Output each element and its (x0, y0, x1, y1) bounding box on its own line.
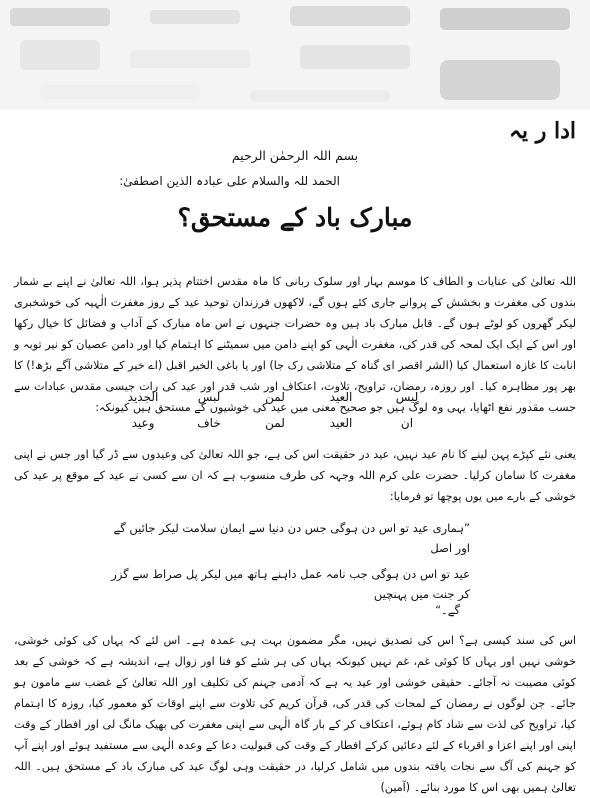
section-title: ادا ر یہ (509, 118, 576, 144)
couplet-word: لبس (197, 390, 221, 404)
couplet-word: لمن (265, 390, 285, 404)
paragraph-1: اللہ تعالیٰ کی عنایات و الطاف کا موسم بہار اور سلوک ربانی کا ماہ مقدس اختتام پذیر ہوا، اللہ تعالیٰ نے اپنے بے شمار بندوں کی مغفرت و بخشش کے پروانے جاری کئے ہوں گے، لاکھوں فرزندان توحید عید کے روز مغفرت الٰہیہ کی خوشخبری لیکر گھروں کو لوٹے ہوں گے۔ قابل مبارک باد ہیں وہ حضرات جنہوں نے اس ماہ مبارک کے آداب و فضائل کا خیال رکھا اور اس کے ایک ایک لمحہ کی قدر کی، مغفرت الٰہی کو اپنے دامن میں سمیٹنے کا اہتمام کیا اور دامن عصیان کو نیر توبہ و انابت کا غازہ استعمال کیا (الشر اقصر ای گناہ کے متلاشی رک جا) اور یا باغی الخیر اقبل (اے خیر کے متلاشی آگے بڑھ!) کا بھر پور مظاہرہ کیا۔ اور روزہ، رمضان، تراویح، تلاوت، اعتکاف اور شب قدر اور عید کی رات جیسی مقدس عبادات سے حسب مقدور نفع اٹھایا، یہی وہ لوگ ہیں جو صحیح معنی میں عید کی خوشیوں کے مستحق ہیں کیونکہ: (14, 275, 576, 414)
decorative-header-banner (0, 0, 590, 110)
couplet-word: العید (329, 390, 353, 404)
couplet-word: وعید (131, 416, 155, 430)
quote-line-3: گے۔“ (435, 603, 460, 617)
couplet-word: ان (400, 416, 414, 430)
couplet-word: لمن (265, 416, 285, 430)
paragraph-3: اس کی سند کیسی ہے؟ اس کی تصدیق نہیں، مگر مضمون بہت ہی عمدہ ہے۔ اس لئے کہ یہاں کی کوئی خوشی، خوشی نہیں اور یہاں کا کوئی غم، غم نہیں کیونکہ یہاں کی ہر شئے کو فنا اور زوال ہے، اندیشہ ہے کہ خوشی کے بعد کوئی مصیبت نہ آجائے۔ حقیقی خوشی اور عید یہ ہے کہ آدمی جہنم کی تکلیف اور اللہ تعالیٰ کے غضب سے مامون ہو جائے۔ جن لوگوں نے رمضان کے لمحات کی قدر کی، قرآن کریم کی تلاوت سے اپنے اوقات کو معمور کیا، روزہ کا اہتمام کیا، تراویح کی لذت سے شاد کام ہوئے، اعتکاف کر کے بار گاہ الٰہی سے اپنی مغفرت کی بھیک مانگ لی اور افطار کے وقت اپنی اور اپنے اعزا و اقرباء کے لئے دعائیں کرکے افطار کے وقت کی قبولیت دعا کے وعدہ الٰہی سے مستفید ہوئے اور اپنے آپ کو جہنم کی آگ سے نجات یافتہ بندوں میں شامل کرلیا، در حقیقت وہی لوگ عید کی مبارک باد کے مستحق ہیں۔ اللہ تعالیٰ ہمیں بھی اس کا مورد بنائے۔ (آمین) (14, 634, 576, 794)
article-headline: مبارک باد کے مستحق؟ (177, 203, 413, 232)
quote-line-2: عید تو اس دن ہوگی جب نامہ عمل داہنے ہاتھ میں لیکر پل صراط سے گزر کر جنت میں پہنچیں (111, 567, 470, 601)
paragraph-2: یعنی نئے کپڑے پہن لینے کا نام عید نہیں، عید در حقیقت اس کی ہے، جو اللہ تعالیٰ کی وعیدوں سے ڈر گیا اور جس نے اپنی مغفرت کا سامان کرلیا۔ حضرت علی کرم اللہ وجہہ کی طرف منسوب ہے کہ ان سے کسی نے عید کے موقع پر عید کی خوشی کے بارے میں یوں پوچھا تو فرمایا: (14, 448, 576, 503)
couplet-word: الجدید (127, 390, 159, 404)
calligraphy-banner-art (0, 0, 590, 110)
couplet-word: خاف (197, 416, 221, 430)
couplet-word: العید (329, 416, 353, 430)
arabic-couplet-line-1 (110, 390, 440, 404)
couplet-word: لیس (395, 390, 419, 404)
bismillah: بسم اللہ الرحمٰن الرحیم (231, 148, 359, 163)
opening-praise: الحمد للہ والسلام علی عبادہ الذین اصطفیٰ: (119, 174, 340, 188)
quote-line-1: ”ہماری عید تو اس دن ہوگی جس دن دنیا سے ایمان سلامت لیکر جائیں گے اور اصل (113, 521, 470, 555)
arabic-couplet-line-2 (110, 416, 440, 430)
